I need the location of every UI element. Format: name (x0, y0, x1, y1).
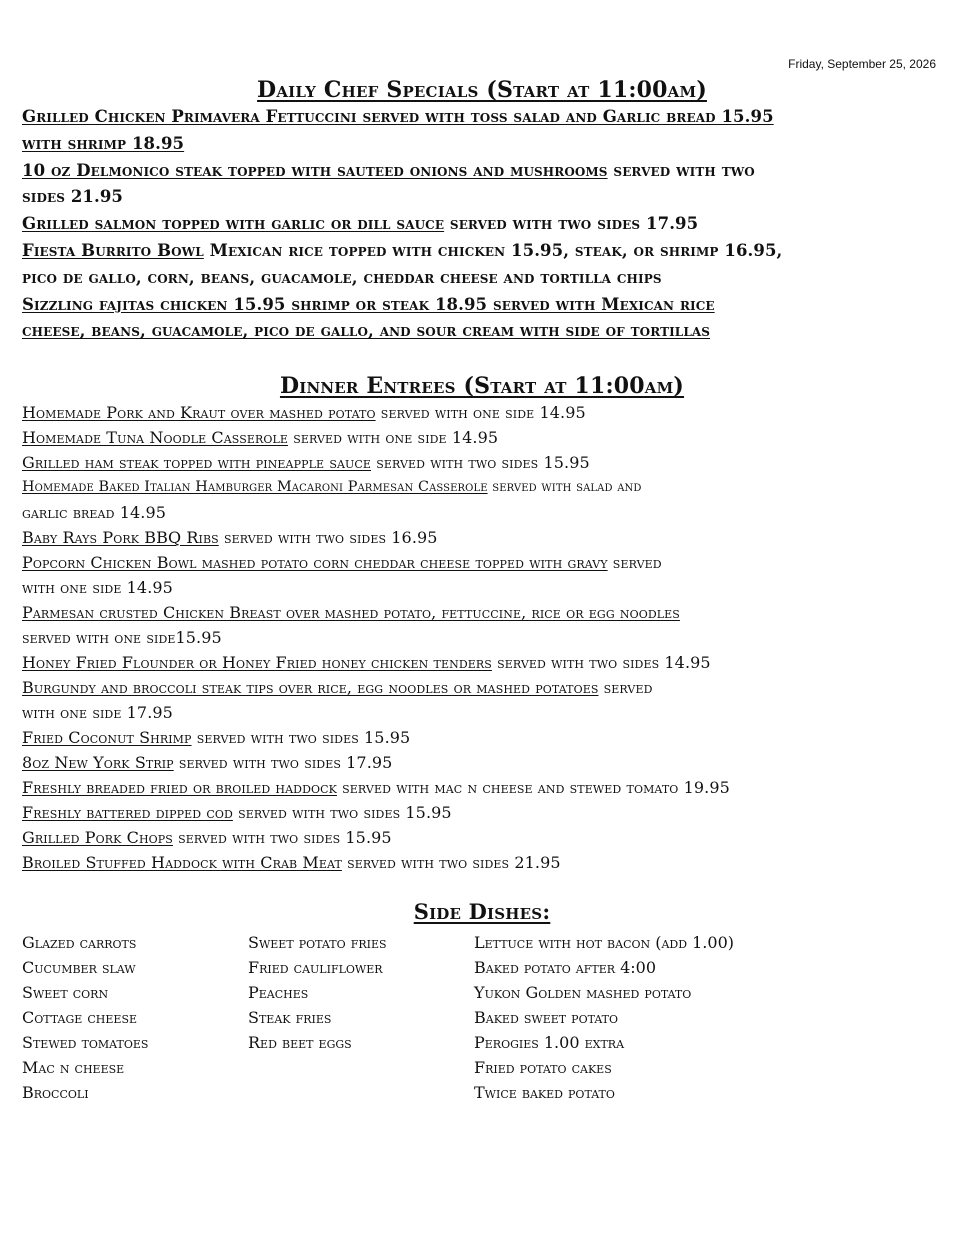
entrees-text: Popcorn Chicken Bowl mashed potato corn cheddar cheese topped with gravy (22, 553, 608, 572)
specials-line (22, 211, 942, 238)
specials-text: Sizzling fajitas chicken 15.95 shrimp or steak 18.95 served with Mexican rice (22, 294, 715, 314)
entrees-line (22, 800, 942, 825)
specials-text: cheese, beans, guacamole, pico de gallo, and sour cream with side of tortillas (22, 321, 711, 341)
entrees-text: served (598, 678, 653, 697)
entrees-text: served with one side 14.95 (288, 428, 499, 447)
entrees-line (22, 675, 942, 700)
entrees-text: served with one side 14.95 (375, 403, 586, 422)
side-dish-item: Sweet corn (22, 983, 109, 1002)
specials-line (22, 318, 942, 345)
entrees-text: Burgundy and broccoli steak tips over rice, egg noodles or mashed potatoes (22, 678, 599, 697)
side-dish-item: Glazed carrots (22, 933, 137, 952)
entrees-text: garlic bread 14.95 (22, 503, 167, 522)
entrees-line (22, 650, 942, 675)
entrees-text: 8oz New York Strip (22, 753, 174, 772)
entrees-text: served with two sides 17.95 (173, 753, 393, 772)
specials-line (22, 265, 942, 292)
side-dish-item: Cottage cheese (22, 1008, 138, 1027)
specials-text: served with two sides 17.95 (444, 214, 699, 234)
dinner-entrees-list (22, 400, 942, 875)
specials-line (22, 238, 942, 265)
specials-text: Mexican rice topped with chicken 15.95, steak, or shrimp 16.95, (203, 240, 783, 260)
specials-line (22, 292, 942, 319)
entrees-line (22, 400, 942, 425)
side-dishes-title: Side Dishes: (413, 899, 551, 924)
specials-line (22, 131, 942, 158)
specials-text: Fiesta Burrito Bowl (22, 240, 204, 260)
side-dish-item: Fried potato cakes (474, 1058, 612, 1077)
side-dishes-grid (22, 930, 942, 1105)
entrees-line (22, 475, 942, 500)
entrees-text: Freshly battered dipped cod (22, 803, 233, 822)
entrees-text: served with two sides 15.95 (371, 453, 590, 472)
side-dish-item: Red beet eggs (248, 1033, 352, 1052)
specials-text: 10 oz Delmonico steak topped with sauteed onions and mushrooms (22, 160, 608, 180)
entrees-text: served with salad and (487, 479, 642, 495)
side-dishes-section (22, 898, 942, 1105)
entrees-text: Freshly breaded fried or broiled haddock (22, 778, 337, 797)
side-dish-item: Broccoli (22, 1083, 89, 1102)
side-dish-item: Perogies 1.00 extra (474, 1033, 625, 1052)
entrees-text: Homemade Tuna Noodle Casserole (22, 428, 289, 447)
specials-line (22, 104, 942, 131)
side-dish-item: Sweet potato fries (248, 933, 387, 952)
entrees-line (22, 575, 942, 600)
entrees-text: Broiled Stuffed Haddock with Crab Meat (22, 853, 342, 872)
side-dish-item: Lettuce with hot bacon (add 1.00) (474, 933, 734, 952)
entrees-text: Parmesan crusted Chicken Breast over mashed potato, fettuccine, rice or egg noodles (22, 603, 680, 622)
entrees-text: served with two sides 14.95 (491, 653, 711, 672)
entrees-text: Homemade Pork and Kraut over mashed potato (22, 403, 376, 422)
daily-specials-list (22, 104, 942, 345)
specials-text: pico de gallo, corn, beans, guacamole, cheddar cheese and tortilla chips (22, 267, 662, 287)
entrees-line (22, 825, 942, 850)
side-dish-item: Fried cauliflower (248, 958, 383, 977)
dinner-entrees-section (22, 372, 942, 875)
side-dish-item: Baked potato after 4:00 (474, 958, 657, 977)
entrees-line (22, 700, 942, 725)
entrees-line (22, 500, 942, 525)
specials-text: Grilled salmon topped with garlic or dill sauce (22, 214, 445, 234)
specials-text: Grilled Chicken Primavera Fettuccini served with toss salad and Garlic bread 15.95 (22, 107, 774, 126)
side-dish-item: Steak fries (248, 1008, 332, 1027)
entrees-line (22, 425, 942, 450)
entrees-line (22, 750, 942, 775)
entrees-text: Honey Fried Flounder or Honey Fried honey chicken tenders (22, 653, 492, 672)
entrees-text: with one side 14.95 (22, 578, 173, 597)
side-dish-item: Baked sweet potato (474, 1008, 619, 1027)
entrees-line (22, 550, 942, 575)
entrees-text: served with two sides 15.95 (191, 728, 411, 747)
entrees-text: served (607, 553, 662, 572)
side-dishes-column (248, 930, 387, 1055)
entrees-line (22, 525, 942, 550)
side-dish-item: Twice baked potato (474, 1083, 615, 1102)
specials-line (22, 158, 942, 185)
entrees-text: served with mac n cheese and stewed tomato 19.95 (336, 778, 730, 797)
entrees-text: served with two sides 15.95 (232, 803, 452, 822)
side-dish-item: Yukon Golden mashed potato (474, 983, 692, 1002)
specials-text: served with two (607, 160, 755, 180)
specials-text: with shrimp 18.95 (22, 133, 185, 153)
specials-text: sides 21.95 (22, 187, 124, 207)
entrees-text: served with two sides 16.95 (218, 528, 438, 547)
entrees-text: Fried Coconut Shrimp (22, 728, 192, 747)
specials-line (22, 184, 942, 211)
entrees-text: with one side 17.95 (22, 703, 173, 722)
entrees-text: Homemade Baked Italian Hamburger Macaroni Parmesan Casserole (22, 479, 488, 495)
entrees-line (22, 600, 942, 625)
side-dish-item: Stewed tomatoes (22, 1033, 149, 1052)
side-dish-item: Mac n cheese (22, 1058, 125, 1077)
side-dishes-column (22, 930, 148, 1105)
entrees-line (22, 725, 942, 750)
entrees-text: Grilled ham steak topped with pineapple sauce (22, 453, 372, 472)
entrees-text: served with two sides 15.95 (172, 828, 392, 847)
entrees-line (22, 625, 942, 650)
side-dish-item: Peaches (248, 983, 309, 1002)
entrees-line (22, 850, 942, 875)
menu-date: Friday, September 25, 2026 (788, 57, 936, 71)
entrees-line (22, 775, 942, 800)
side-dishes-column (474, 930, 734, 1105)
entrees-text: served with two sides 21.95 (341, 853, 561, 872)
daily-specials-title: Daily Chef Specials (Start at 11:00am) (257, 77, 707, 103)
entrees-text: Baby Rays Pork BBQ Ribs (22, 528, 219, 547)
daily-specials-section (22, 76, 942, 345)
entrees-text: Grilled Pork Chops (22, 828, 173, 847)
dinner-entrees-title: Dinner Entrees (Start at 11:00am) (279, 373, 685, 399)
entrees-text: served with one side15.95 (22, 628, 222, 647)
entrees-line (22, 450, 942, 475)
side-dish-item: Cucumber slaw (22, 958, 136, 977)
